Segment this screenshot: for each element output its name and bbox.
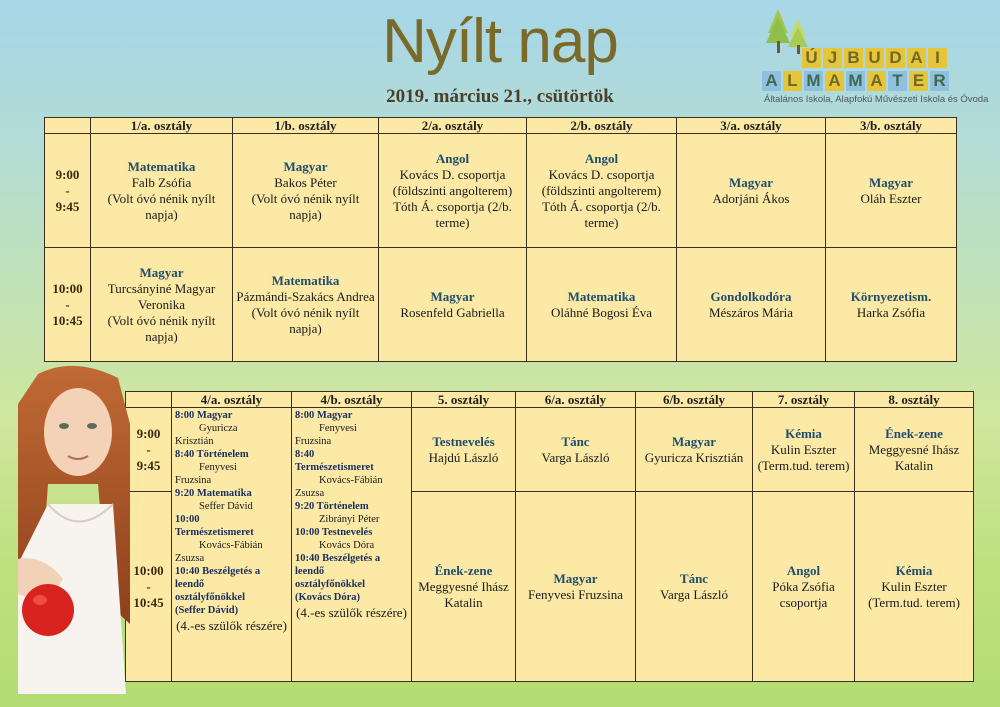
class-4a-program [172, 408, 292, 682]
header-class: 1/a. osztály [91, 118, 233, 134]
teacher-line: Rosenfeld Gabriella [400, 304, 505, 320]
header-class: 5. osztály [412, 392, 516, 408]
teacher-line: Tóth Á. csoportja (2/b. terme) [542, 198, 661, 230]
teacher-line: (Volt óvó nénik nyílt napja) [251, 304, 360, 336]
lesson-cell [753, 408, 855, 492]
lesson-cell [379, 134, 527, 248]
teacher-line: Oláh Eszter [860, 190, 922, 206]
teacher-line: (Volt óvó nénik nyílt napja) [107, 190, 216, 222]
table-row [126, 408, 974, 492]
header-class: 8. osztály [855, 392, 974, 408]
header-row [126, 392, 974, 408]
lesson-cell [826, 248, 957, 362]
subject: Kémia [785, 425, 822, 441]
teacher-line: (Term.tud. terem) [757, 457, 850, 473]
lesson-cell [91, 134, 233, 248]
header-class: 3/b. osztály [826, 118, 957, 134]
subject: Matematika [127, 158, 196, 174]
header-class: 4/b. osztály [292, 392, 412, 408]
teacher-line: Falb Zsófia [131, 174, 192, 190]
program-line: 8:40 Történelem [175, 449, 249, 460]
program-line: Kovács-Fábián [199, 540, 263, 551]
page-date: 2019. március 21., csütörtök [386, 86, 614, 107]
header-class: 6/a. osztály [516, 392, 636, 408]
teacher-line: Tóth Á. csoportja (2/b. terme) [393, 198, 512, 230]
program-line: Természetismeret [295, 462, 374, 473]
teacher-line: Varga László [660, 586, 728, 602]
schedule-table-upper-grades [125, 391, 974, 682]
program-line: Krisztián [175, 436, 214, 447]
program-line: Fruzsina [295, 436, 332, 447]
teacher-line: Turcsányiné Magyar Veronika [107, 280, 216, 312]
teacher-line: Bakos Péter [274, 174, 337, 190]
teacher-line: Harka Zsófia [856, 304, 926, 320]
table-row [45, 248, 957, 362]
program-line: osztályfőnökkel [295, 579, 366, 590]
subject: Testnevelés [432, 433, 495, 449]
header-class: 2/b. osztály [527, 118, 677, 134]
time-slot: 10:00 - 10:45 [45, 248, 91, 362]
header-row [45, 118, 957, 134]
teacher-line: Póka Zsófia csoportja [772, 578, 835, 610]
teacher-line: Pázmándi-Szakács Andrea [236, 288, 375, 304]
logo-row-almamater: A L M A M A T E R [762, 71, 949, 91]
logo-tagline: Általános Iskola, Alapfokú Művészeti Iskola és Óvoda [764, 94, 989, 105]
program-line: 8:00 Magyar [295, 410, 353, 421]
program-line: Zsuzsa [295, 488, 325, 499]
lesson-cell [753, 492, 855, 682]
lesson-cell [233, 248, 379, 362]
program-line: osztályfőnökkel [175, 592, 246, 603]
program-line: 10:00 Testnevelés [295, 527, 373, 538]
subject: Angol [435, 150, 470, 166]
subject: Magyar [430, 288, 475, 304]
program-line: 10:00 [175, 514, 200, 525]
teacher-line: Meggyesné Ihász Katalin [418, 578, 509, 610]
program-line: (4.-es szülők részére) [296, 605, 407, 620]
lesson-cell [527, 134, 677, 248]
lesson-cell [636, 492, 753, 682]
girl-with-apple-photo [18, 364, 130, 694]
lesson-cell [636, 408, 753, 492]
subject: Ének-zene [434, 562, 493, 578]
time-slot: 9:00 - 9:45 [45, 134, 91, 248]
lesson-cell [677, 248, 826, 362]
teacher-line: (Term.tud. terem) [868, 594, 960, 610]
schedule-table-lower-grades [44, 117, 957, 362]
teacher-line: Gyuricza Krisztián [644, 449, 744, 465]
program-line: 10:40 Beszélgetés a [175, 566, 261, 577]
teacher-line: (Volt óvó nénik nyílt napja) [107, 312, 216, 344]
program-line: Seffer Dávid [199, 501, 253, 512]
lesson-cell [527, 248, 677, 362]
program-line: 8:00 Magyar [175, 410, 233, 421]
lesson-cell [233, 134, 379, 248]
header-class: 3/a. osztály [677, 118, 826, 134]
teacher-line: Mészáros Mária [708, 304, 794, 320]
program-line: (Kovács Dóra) [295, 592, 361, 603]
header-class: 7. osztály [753, 392, 855, 408]
subject: Tánc [561, 433, 590, 449]
program-line: Fruzsina [175, 475, 212, 486]
subject: Magyar [868, 174, 914, 190]
header-class: 6/b. osztály [636, 392, 753, 408]
header-empty [45, 118, 91, 134]
time-slot: 9:00 - 9:45 [126, 408, 172, 492]
program-line: Természetismeret [175, 527, 254, 538]
subject: Kémia [895, 562, 933, 578]
teacher-line: Kulin Eszter [770, 441, 837, 457]
teacher-line: Varga László [541, 449, 610, 465]
subject: Gondolkodóra [710, 288, 792, 304]
teacher-line: Fenyvesi Fruzsina [528, 586, 623, 602]
subject: Magyar [728, 174, 774, 190]
program-line: 9:20 Matematika [175, 488, 252, 499]
subject: Matematika [567, 288, 636, 304]
table-row [45, 134, 957, 248]
subject: Angol [584, 150, 619, 166]
teacher-line: Hajdú László [428, 449, 499, 465]
program-line: 9:20 Történelem [295, 501, 369, 512]
lesson-cell [91, 248, 233, 362]
program-line: Kovács Dóra [319, 540, 375, 551]
subject: Magyar [553, 570, 598, 586]
teacher-line: Oláhné Bogosi Éva [550, 304, 653, 320]
header-empty [126, 392, 172, 408]
header-class: 1/b. osztály [233, 118, 379, 134]
lesson-cell [379, 248, 527, 362]
teacher-line: Kulin Eszter [881, 578, 947, 594]
teacher-line: Kovács D. csoportja (földszinti angolterem) [541, 166, 662, 198]
program-line: Zibrányi Péter [319, 514, 380, 525]
program-line: leendő [175, 579, 205, 590]
subject: Tánc [679, 570, 709, 586]
subject: Magyar [139, 264, 184, 280]
logo-row-ujbudai: Ú J B U D A I [802, 48, 947, 68]
subject: Magyar [671, 433, 717, 449]
header-class: 4/a. osztály [172, 392, 292, 408]
lesson-cell [412, 408, 516, 492]
subject: Ének-zene [885, 425, 943, 441]
program-line: Gyuricza [199, 423, 238, 434]
program-line: Kovács-Fábián [319, 475, 383, 486]
lesson-cell [677, 134, 826, 248]
lesson-cell [516, 408, 636, 492]
program-line: (4.-es szülők részére) [176, 618, 287, 633]
page-title: Nyílt nap [382, 7, 618, 76]
program-line: (Seffer Dávid) [175, 605, 239, 616]
school-logo [762, 5, 997, 105]
apple-icon [22, 584, 74, 636]
program-line: 10:40 Beszélgetés a [295, 553, 381, 564]
program-line: Fenyvesi [199, 462, 237, 473]
program-line: Zsuzsa [175, 553, 205, 564]
header-class: 2/a. osztály [379, 118, 527, 134]
lesson-cell [826, 134, 957, 248]
program-line: leendő [295, 566, 325, 577]
lesson-cell [412, 492, 516, 682]
teacher-line: (Volt óvó nénik nyílt napja) [251, 190, 360, 222]
lesson-cell [516, 492, 636, 682]
time-slot: 10:00 - 10:45 [126, 492, 172, 682]
subject: Környezetism. [850, 288, 932, 304]
teacher-line: Kovács D. csoportja (földszinti angolterem) [392, 166, 513, 198]
teacher-line: Meggyesné Ihász Katalin [868, 441, 960, 473]
program-line: Fenyvesi [319, 423, 357, 434]
subject: Matematika [271, 272, 340, 288]
subject: Magyar [283, 158, 328, 174]
class-4b-program [292, 408, 412, 682]
lesson-cell [855, 408, 974, 492]
teacher-line: Adorjáni Ákos [712, 190, 790, 206]
subject: Angol [786, 562, 821, 578]
program-line: 8:40 [295, 449, 315, 460]
lesson-cell [855, 492, 974, 682]
